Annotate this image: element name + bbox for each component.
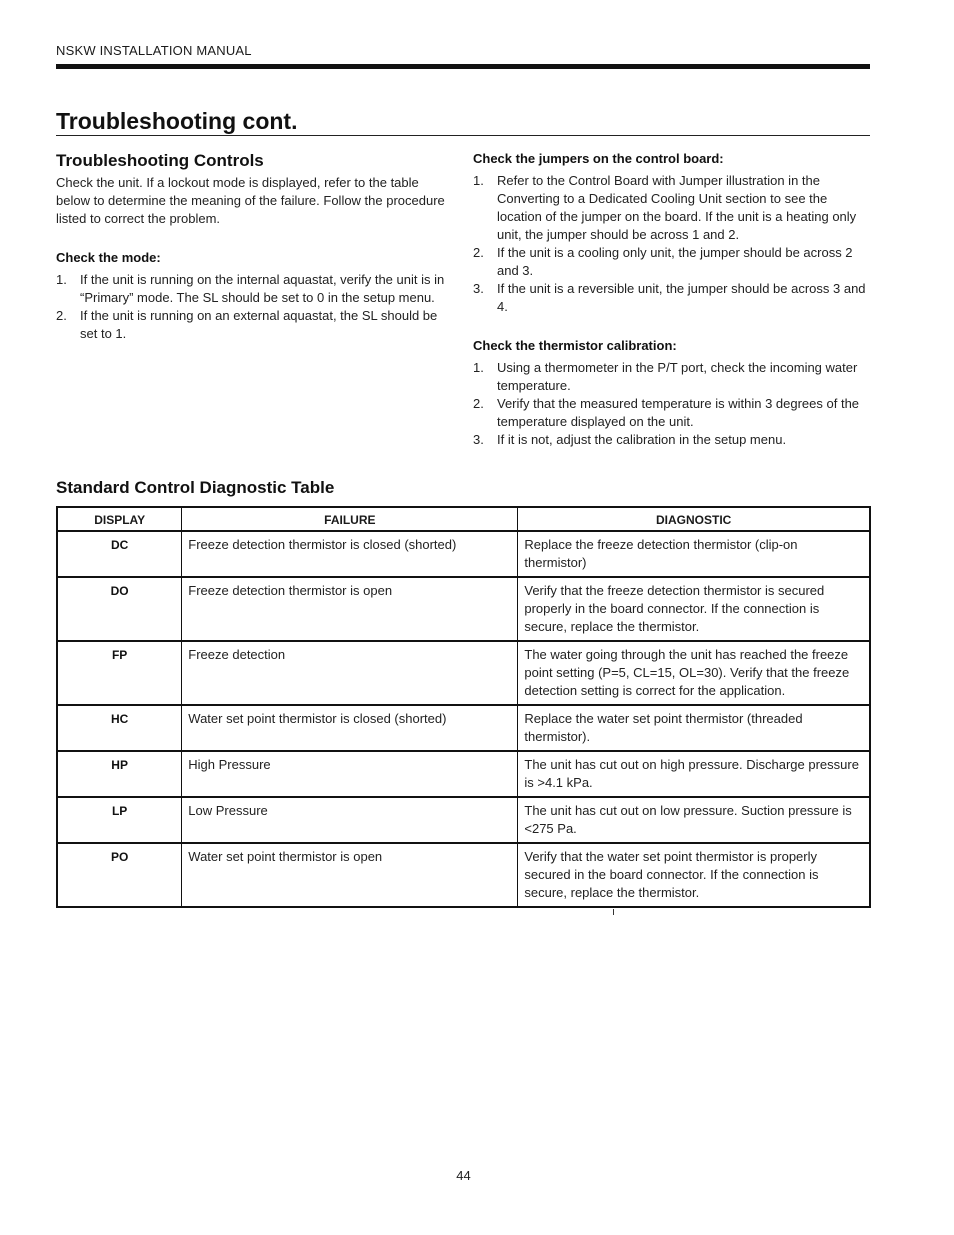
display-code: LP (57, 797, 182, 843)
check-jumpers-list (473, 172, 870, 316)
right-column (473, 150, 870, 449)
table-row (57, 705, 870, 751)
diagnostic-table-title: Standard Control Diagnostic Table (56, 478, 335, 497)
display-code: FP (57, 641, 182, 705)
display-code: PO (57, 843, 182, 907)
step-number: 3. (473, 432, 484, 447)
list-item (473, 431, 870, 449)
failure-cell: Low Pressure (182, 797, 518, 843)
step-number: 3. (473, 281, 484, 296)
table-row (57, 641, 870, 705)
step-number: 2. (56, 308, 67, 323)
diagnostic-column-header: DIAGNOSTIC (518, 507, 870, 531)
title-divider (56, 135, 870, 136)
left-column (56, 150, 448, 343)
table-row (57, 577, 870, 641)
list-item (473, 172, 870, 244)
step-text: If the unit is running on an external aquastat, the SL should be set to 1. (80, 308, 438, 341)
failure-cell: Water set point thermistor is closed (shorted) (182, 705, 518, 751)
failure-cell: Freeze detection (182, 641, 518, 705)
manual-title: NSKW INSTALLATION MANUAL (56, 43, 252, 58)
step-number: 2. (473, 396, 484, 411)
table-row (57, 797, 870, 843)
diagnostic-table (56, 506, 871, 908)
header-divider (56, 64, 870, 69)
step-number: 2. (473, 245, 484, 260)
check-jumpers-heading: Check the jumpers on the control board: (473, 151, 724, 166)
troubleshooting-controls-heading: Troubleshooting Controls (56, 151, 264, 170)
diagnostic-cell: The unit has cut out on low pressure. Suction pressure is <275 Pa. (518, 797, 870, 843)
display-code: HC (57, 705, 182, 751)
check-mode-heading: Check the mode: (56, 250, 161, 265)
check-mode-list (56, 271, 448, 343)
check-thermistor-list (473, 359, 870, 449)
failure-cell: Water set point thermistor is open (182, 843, 518, 907)
diagnostic-cell: The unit has cut out on high pressure. Discharge pressure is >4.1 kPa. (518, 751, 870, 797)
step-text: Refer to the Control Board with Jumper illustration in the Converting to a Dedicated Cooling Unit section to see the location of the jumper on the board. If the unit is a heating only unit, the jumper should be across 1 and 2. (497, 173, 857, 242)
step-text: Verify that the measured temperature is within 3 degrees of the temperature displayed on the unit. (497, 396, 860, 429)
failure-cell: Freeze detection thermistor is open (182, 577, 518, 641)
diagnostic-cell: Verify that the freeze detection thermistor is secured properly in the board connector. If the connection is secure, replace the thermistor. (518, 577, 870, 641)
step-text: If the unit is running on the internal aquastat, verify the unit is in “Primary” mode. The SL should be set to 0 in the setup menu. (80, 272, 445, 305)
diagnostic-cell: Replace the water set point thermistor (threaded thermistor). (518, 705, 870, 751)
table-row (57, 751, 870, 797)
step-number: 1. (56, 272, 67, 287)
failure-column-header: FAILURE (182, 507, 518, 531)
check-thermistor-heading: Check the thermistor calibration: (473, 338, 677, 353)
step-text: If the unit is a reversible unit, the jumper should be across 3 and 4. (497, 281, 866, 314)
display-code: DO (57, 577, 182, 641)
list-item (473, 244, 870, 280)
failure-cell: Freeze detection thermistor is closed (shorted) (182, 531, 518, 577)
page-number: 44 (456, 1168, 471, 1183)
diagnostic-cell: The water going through the unit has reached the freeze point setting (P=5, CL=15, OL=30). Verify that the freeze detection setting is correct for the application. (518, 641, 870, 705)
failure-cell: High Pressure (182, 751, 518, 797)
list-item (56, 307, 448, 343)
step-text: If the unit is a cooling only unit, the jumper should be across 2 and 3. (497, 245, 853, 278)
table-row (57, 843, 870, 907)
step-text: Using a thermometer in the P/T port, check the incoming water temperature. (497, 360, 858, 393)
display-column-header: DISPLAY (57, 507, 182, 531)
list-item (473, 359, 870, 395)
list-item (473, 280, 870, 316)
page-title: Troubleshooting cont. (56, 108, 298, 134)
step-number: 1. (473, 360, 484, 375)
controls-intro: Check the unit. If a lockout mode is displayed, refer to the table below to determine the meaning of the failure. Follow the procedure listed to correct the problem. (56, 175, 445, 226)
diagnostic-cell: Replace the freeze detection thermistor (clip-on thermistor) (518, 531, 870, 577)
display-code: DC (57, 531, 182, 577)
list-item (56, 271, 448, 307)
display-code: HP (57, 751, 182, 797)
table-header-row (57, 507, 870, 531)
step-text: If it is not, adjust the calibration in the setup menu. (497, 432, 787, 447)
list-item (473, 395, 870, 431)
step-number: 1. (473, 173, 484, 188)
diagnostic-cell: Verify that the water set point thermistor is properly secured in the board connector. If the connection is secure, replace the thermistor. (518, 843, 870, 907)
table-row (57, 531, 870, 577)
stray-mark (613, 909, 614, 915)
